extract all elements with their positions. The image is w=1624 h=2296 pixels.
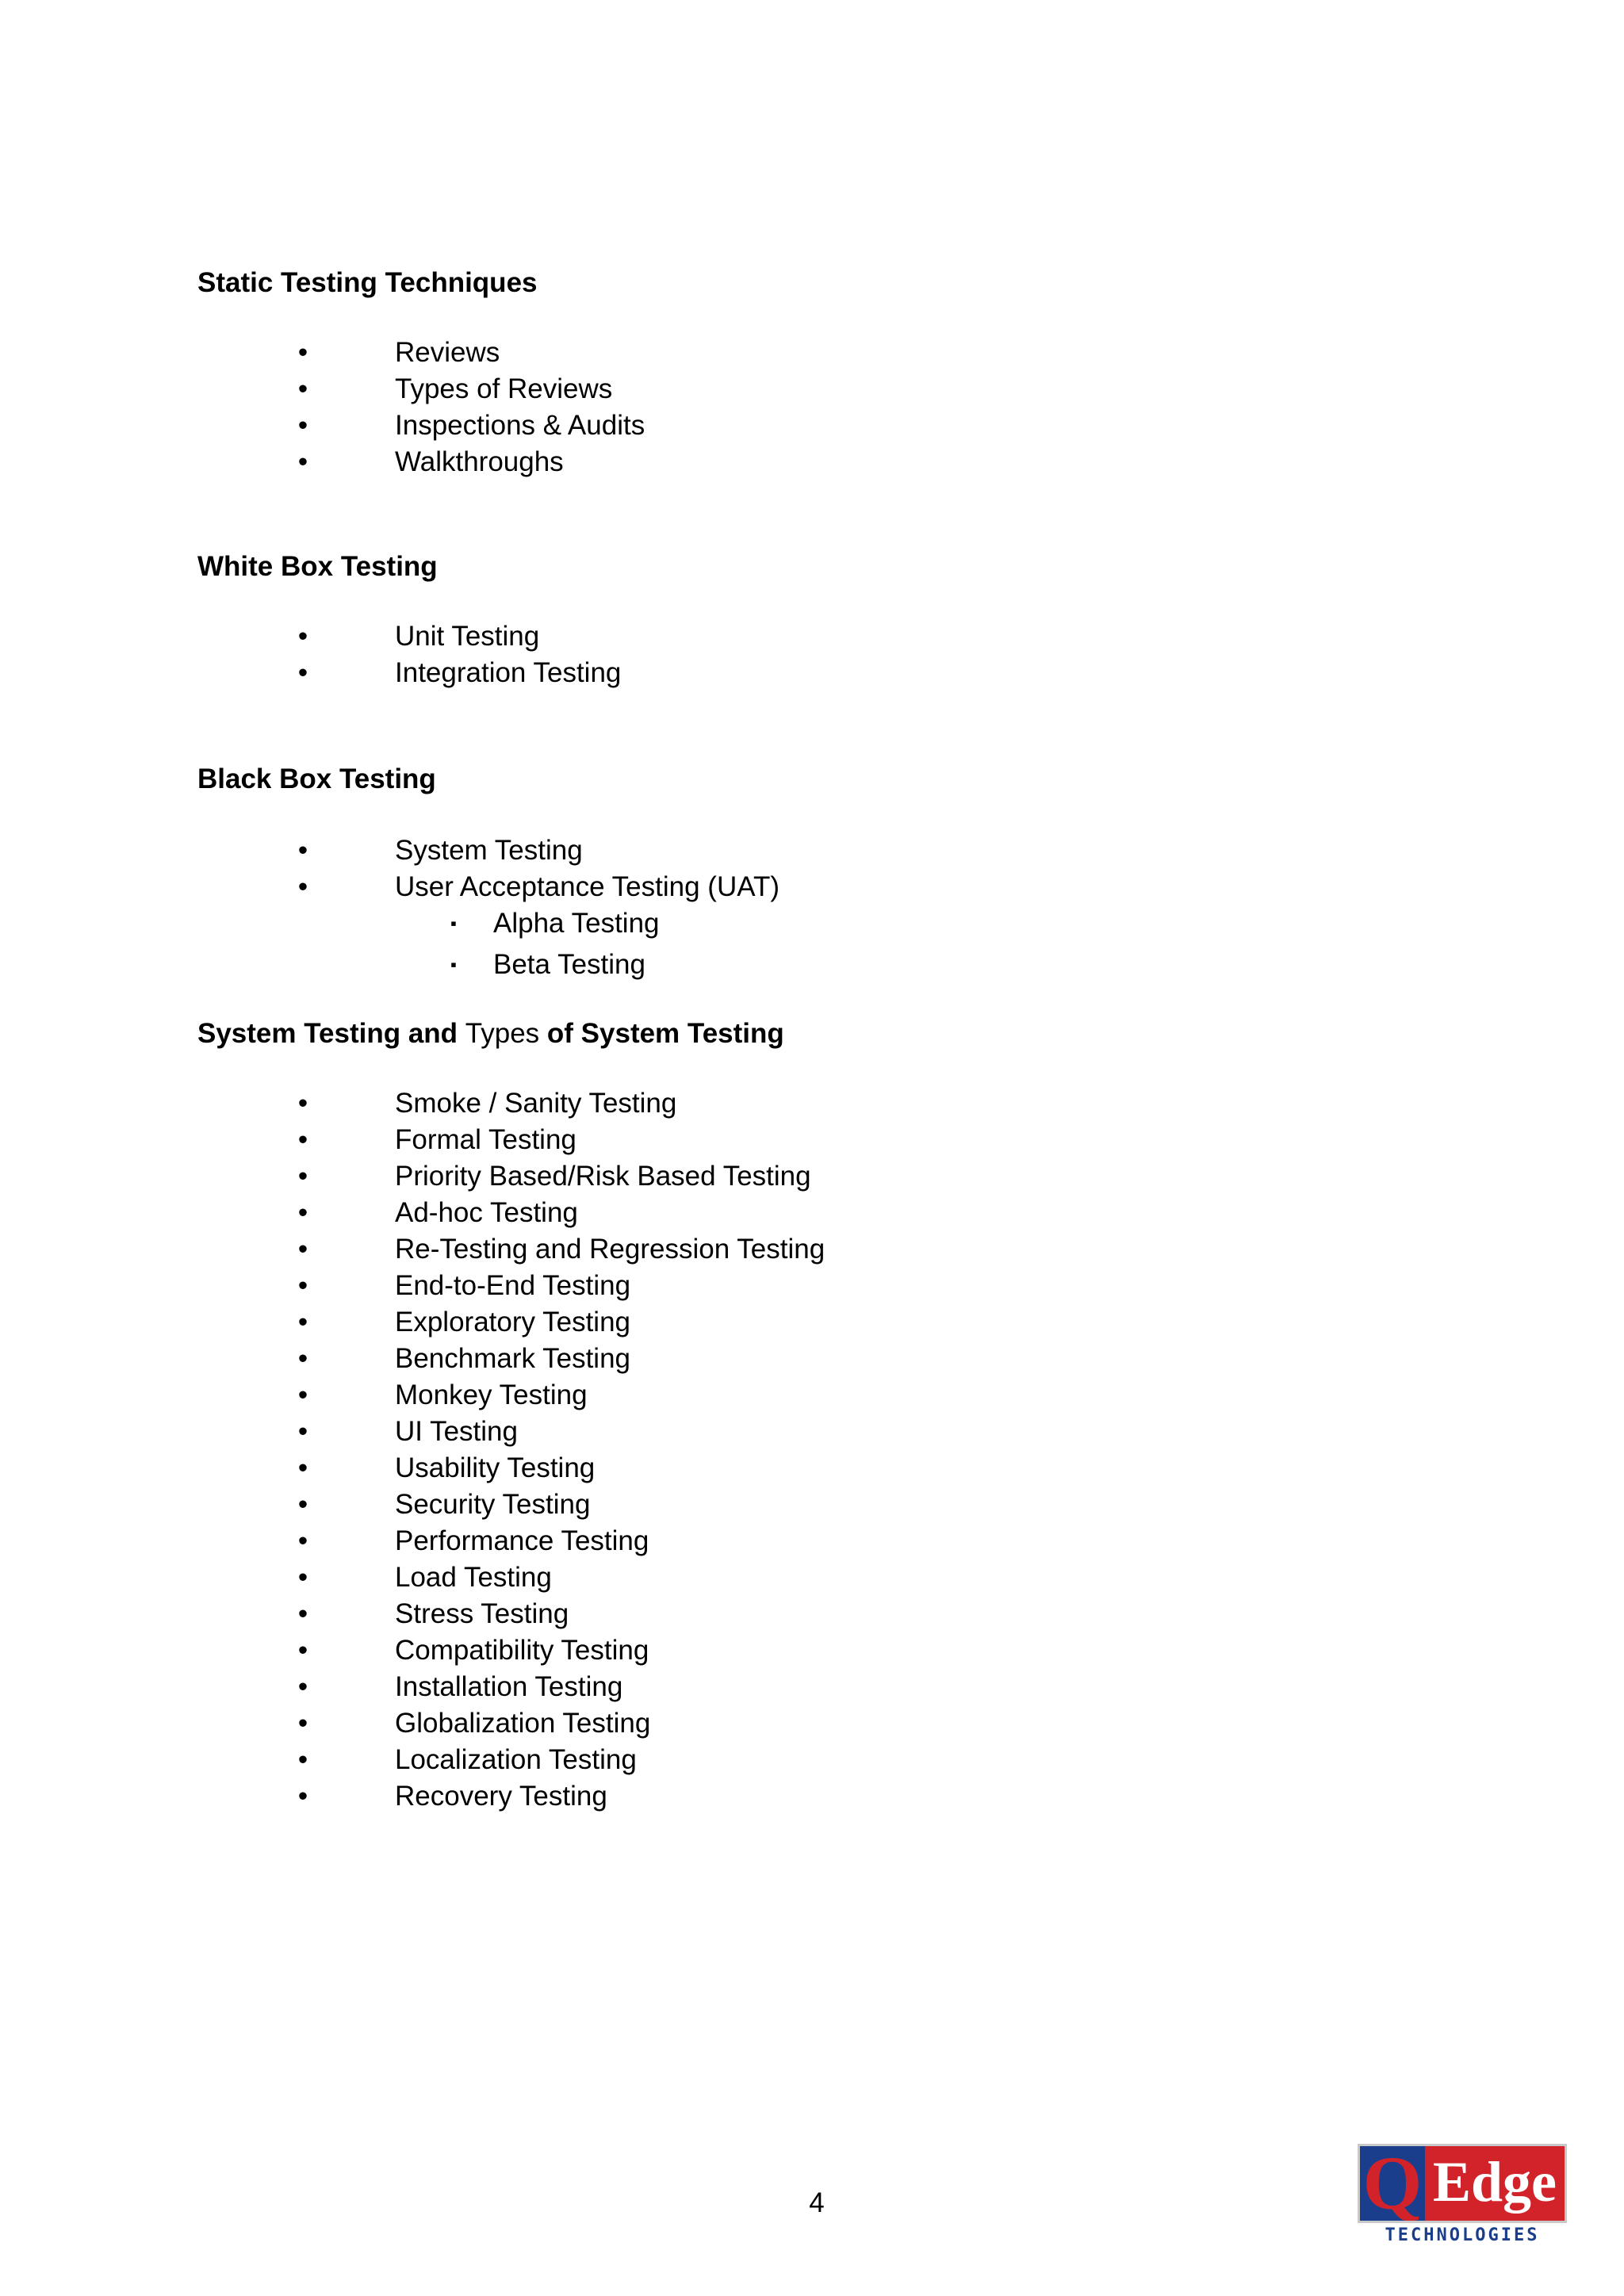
qedge-logo (1358, 2144, 1567, 2248)
bullet-icon: • (297, 1525, 308, 1556)
list-item-text: Load Testing (395, 1562, 552, 1593)
logo-word-edge: Edge (1425, 2146, 1565, 2221)
list-item-text: Ad-hoc Testing (395, 1197, 578, 1228)
bullet-icon: • (297, 373, 308, 404)
bullet-icon: • (297, 1781, 308, 1812)
list-item-text: Security Testing (395, 1489, 591, 1520)
list-item-text: Alpha Testing (493, 908, 660, 939)
bullet-icon: • (297, 337, 308, 368)
bullet-icon: • (297, 871, 308, 902)
heading-part: of System Testing (546, 1018, 784, 1049)
list-item-text: Re-Testing and Regression Testing (395, 1234, 825, 1265)
page-number: 4 (809, 2187, 825, 2218)
list-item-text: UI Testing (395, 1416, 518, 1447)
list-item-text: Usability Testing (395, 1452, 596, 1483)
list-item-text: Globalization Testing (395, 1708, 651, 1739)
heading-part: Types (465, 1018, 540, 1049)
list-item-text: Stress Testing (395, 1598, 569, 1629)
list-item-text: Walkthroughs (395, 446, 564, 477)
bullet-icon: • (297, 1088, 308, 1119)
bullet-icon: • (297, 1671, 308, 1702)
list-item-text: Inspections & Audits (395, 410, 645, 441)
list-item-text: Types of Reviews (395, 373, 613, 404)
bullet-icon: • (297, 1562, 308, 1593)
list-item-text: Performance Testing (395, 1525, 649, 1556)
list-item-text: Localization Testing (395, 1744, 637, 1775)
bullet-icon: • (297, 1197, 308, 1228)
bullet-icon: • (297, 1380, 308, 1410)
list-item-text: Monkey Testing (395, 1380, 588, 1410)
bullet-icon: • (297, 1307, 308, 1337)
heading-part: System Testing and (197, 1018, 458, 1049)
bullet-icon: • (297, 1635, 308, 1666)
square-bullet-icon: ▪ (450, 955, 457, 974)
logo-mark (1358, 2144, 1567, 2223)
bullet-icon: • (297, 1416, 308, 1447)
list-item-text: Installation Testing (395, 1671, 623, 1702)
bullet-icon: • (297, 1124, 308, 1155)
list-item-text: Priority Based/Risk Based Testing (395, 1161, 811, 1192)
bullet-icon: • (297, 621, 308, 652)
bullet-icon: • (297, 1161, 308, 1192)
heading-static-testing-techniques: Static Testing Techniques (197, 267, 538, 298)
heading-system-testing-types (197, 1016, 784, 1052)
list-item-text: Benchmark Testing (395, 1343, 631, 1374)
list-item-text: End-to-End Testing (395, 1270, 631, 1301)
logo-letter-q: Q (1360, 2146, 1425, 2221)
heading-white-box-testing: White Box Testing (197, 551, 438, 582)
list-item-text: Compatibility Testing (395, 1635, 649, 1666)
logo-tagline: TECHNOLOGIES (1385, 2225, 1540, 2245)
bullet-icon: • (297, 1234, 308, 1265)
list-item-text: Recovery Testing (395, 1781, 607, 1812)
bullet-icon: • (297, 657, 308, 688)
bullet-icon: • (297, 1270, 308, 1301)
list-item-text: Reviews (395, 337, 500, 368)
list-item-text: Integration Testing (395, 657, 622, 688)
heading-black-box-testing: Black Box Testing (197, 763, 436, 794)
bullet-icon: • (297, 1343, 308, 1374)
bullet-icon: • (297, 1708, 308, 1739)
list-item-text: Formal Testing (395, 1124, 576, 1155)
list-item-text: Unit Testing (395, 621, 540, 652)
bullet-icon: • (297, 1598, 308, 1629)
list-item-text: System Testing (395, 835, 583, 866)
bullet-icon: • (297, 446, 308, 477)
list-item-text: User Acceptance Testing (UAT) (395, 871, 780, 902)
bullet-icon: • (297, 1744, 308, 1775)
bullet-icon: • (297, 835, 308, 866)
bullet-icon: • (297, 1452, 308, 1483)
list-item-text: Smoke / Sanity Testing (395, 1088, 677, 1119)
list-item-text: Beta Testing (493, 949, 645, 980)
bullet-icon: • (297, 410, 308, 441)
square-bullet-icon: ▪ (450, 913, 457, 933)
bullet-icon: • (297, 1489, 308, 1520)
list-item-text: Exploratory Testing (395, 1307, 631, 1337)
